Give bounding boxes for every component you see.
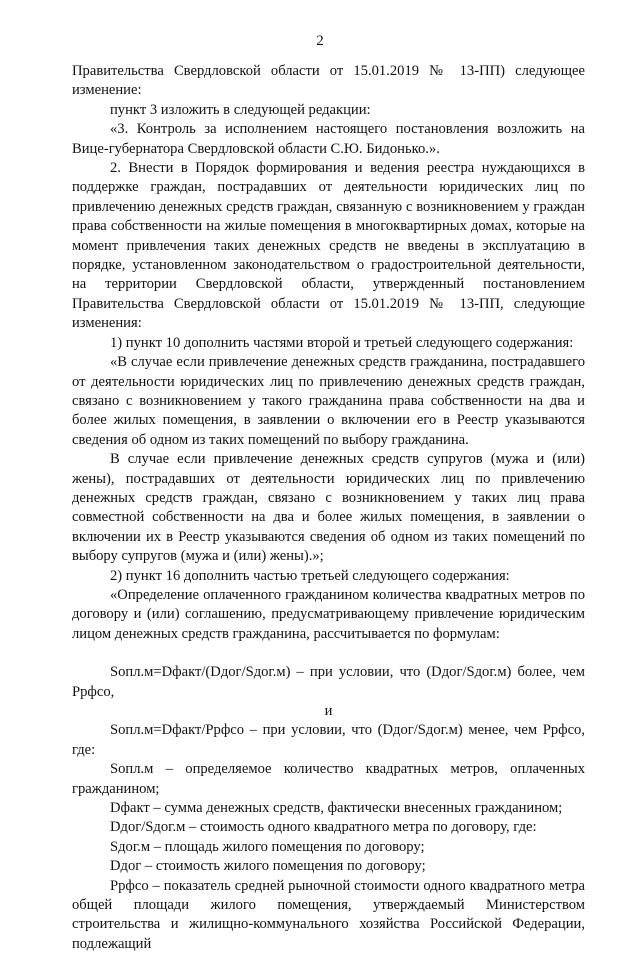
- formula-2: Sопл.м=Dфакт/Pрфсо – при условии, что (Dдог/Sдог.м) менее, чем Pрфсо, где:: [72, 722, 585, 758]
- document-body: [72, 62, 585, 954]
- formula-1: Sопл.м=Dфакт/(Dдог/Sдог.м) – при условии, что (Dдог/Sдог.м) более, чем Pрфсо,: [72, 664, 585, 700]
- spacer: [72, 644, 585, 663]
- definition: Pрфсо – показатель средней рыночной стоимости одного квадратного метра общей площади жилого помещения, утверждаемый Министерством строительства и жилищно-коммунального хозяйства Российской Федерации, подлежащий: [72, 877, 585, 952]
- page-number: 2: [316, 33, 324, 49]
- paragraph: «В случае если привлечение денежных средств гражданина, пострадавшего от деятельности юридических лиц по привлечению денежных средств граждан, связано с возникновением у такого гражданина права собственности на два и более жилых помещения, в заявлении о включении его в Реестр указываются сведения об одном из таких помещений по выбору гражданина.: [72, 354, 585, 448]
- formula-connector: и: [324, 703, 333, 719]
- paragraph: 1) пункт 10 дополнить частями второй и третьей следующего содержания:: [110, 334, 574, 351]
- paragraph: Правительства Свердловской области от 15.01.2019 № 13-ПП) следующее изменение:: [72, 63, 585, 99]
- definition: Sопл.м – определяемое количество квадратных метров, оплаченных гражданином;: [72, 761, 585, 797]
- definition: Dдог – стоимость жилого помещения по договору;: [110, 858, 426, 875]
- paragraph: 2) пункт 16 дополнить частью третьей следующего содержания:: [110, 567, 510, 584]
- paragraph: В случае если привлечение денежных средств супругов (мужа и (или) жены), пострадавших от деятельности юридических лиц по привлечению денежных средств граждан, связано с возникновением у таких лиц права совместной собственности на два и более жилых помещения, в заявлении о включении их в Реестр указываются сведения об одном из таких помещений по выбору супругов (мужа и (или) жены).»;: [72, 451, 585, 565]
- paragraph: «3. Контроль за исполнением настоящего постановления возложить на Вице-губернатора Свердловской области С.Ю. Бидонько.».: [72, 121, 585, 157]
- definition: Dдог/Sдог.м – стоимость одного квадратного метра по договору, где:: [110, 819, 537, 836]
- paragraph: «Определение оплаченного гражданином количества квадратных метров по договору и (или) соглашению, предусматривающему привлечение юридическим лицом денежных средств гражданина, рассчитывается по формулам:: [72, 586, 585, 642]
- definition: Sдог.м – площадь жилого помещения по договору;: [110, 838, 425, 855]
- paragraph: 2. Внести в Порядок формирования и ведения реестра нуждающихся в поддержке граждан, пострадавших от деятельности юридических лиц по привлечению денежных средств граждан, связанную с возникновением у граждан права собственности на жилые помещения в многоквартирных домах, которые на момент привлечения таких денежных средств не введены в эксплуатацию в порядке, установленном законодательством о градостроительной деятельности, на территории Свердловской области, утвержденный постановлением Правительства Свердловской области от 15.01.2019 № 13-ПП, следующие изменения:: [72, 160, 585, 332]
- definition: Dфакт – сумма денежных средств, фактически внесенных гражданином;: [110, 800, 563, 817]
- paragraph: пункт 3 изложить в следующей редакции:: [110, 101, 371, 118]
